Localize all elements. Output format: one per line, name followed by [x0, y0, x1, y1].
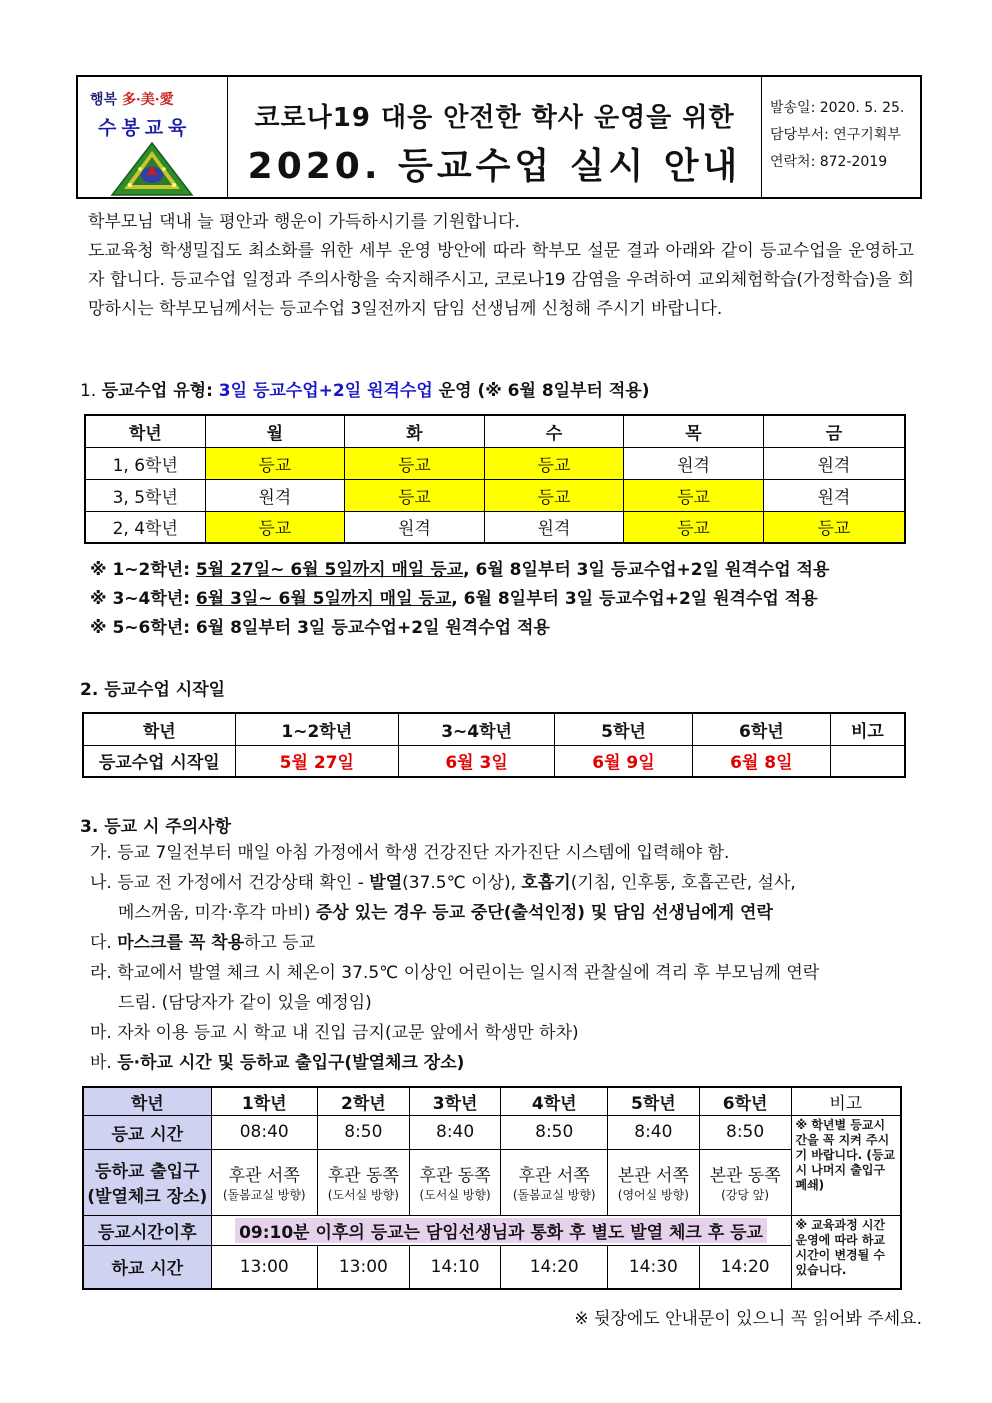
caution-bold: 호흡기 — [521, 873, 571, 893]
caution-bold: 마스크를 꼭 착용 — [117, 933, 245, 953]
table-header: 5학년 — [607, 1087, 699, 1115]
table-row — [83, 1245, 901, 1289]
table-header: 월 — [205, 415, 345, 447]
gate-detail: (강당 앞) — [721, 1188, 770, 1202]
section3-heading: 3. 등교 시 주의사항 — [80, 817, 231, 837]
logo-school-name: 수봉교육 — [98, 117, 192, 139]
logo-slogan-hanja: 多·美·愛 — [121, 92, 174, 108]
section1-highlight: 3일 등교수업+2일 원격수업 — [218, 381, 433, 401]
remark-cell — [830, 745, 905, 777]
dismissal-time-cell: 14:20 — [699, 1245, 791, 1289]
section1-title: 등교수업 유형: — [101, 381, 219, 401]
gate-cell — [699, 1149, 791, 1215]
row-label: 등교수업 시작일 — [83, 745, 235, 777]
row-label: 하교 시간 — [83, 1245, 211, 1289]
table-header: 6학년 — [692, 713, 830, 745]
page-title: 2020. 등교수업 실시 안내 — [247, 146, 742, 187]
day-cell: 등교 — [345, 479, 485, 511]
section1-number: 1. — [80, 381, 102, 401]
gate-name: 후관 서쪽 — [518, 1166, 590, 1186]
arrival-time-cell: 8:40 — [409, 1115, 501, 1149]
intro-body: 도교육청 학생밀집도 최소화를 위한 세부 운영 방안에 따라 학부모 설문 결과 아래와 같이 등교수업을 운영하고자 합니다. 등교수업 일정과 주의사항을 숙지해주시고, 코로나19 감염을 우려하여 교외체험학습(가정학습)을 희망하시는 학부모님께서는 등교수업 3일전까지 담임 선생님께 신청해 주시기 바랍니다. — [88, 241, 914, 319]
section1-after: 운영 — [432, 381, 478, 401]
grade-note — [90, 585, 829, 614]
arrival-time-cell: 8:40 — [607, 1115, 699, 1149]
row-label-line: 등하교 출입구 — [95, 1162, 200, 1182]
logo-slogan — [90, 89, 174, 109]
title-block — [228, 77, 762, 197]
caution-text: 다. — [90, 933, 118, 953]
gate-cell — [409, 1149, 501, 1215]
caution-item: 라. 학교에서 발열 체크 시 체온이 37.5℃ 이상인 어린이는 일시적 관찰실에 격리 후 부모님께 연락 — [90, 963, 820, 983]
caution-bold: 증상 있는 경우 등교 중단(출석인정) 및 담임 선생님에게 연락 — [315, 903, 773, 923]
gate-cell — [607, 1149, 699, 1215]
title-subtitle: 코로나19 대응 안전한 학사 운영을 위한 — [254, 103, 735, 133]
table-header-row — [83, 1087, 901, 1115]
gate-name: 후관 동쪽 — [419, 1166, 491, 1186]
grade-cell: 1, 6학년 — [85, 447, 205, 479]
row-label-line: (발열체크 장소) — [87, 1187, 208, 1207]
day-cell: 등교 — [345, 447, 485, 479]
start-date-table — [82, 712, 906, 778]
row-label: 등교시간이후 — [83, 1215, 211, 1245]
table-row — [85, 447, 905, 479]
dismissal-time-cell: 13:00 — [317, 1245, 409, 1289]
day-cell: 원격 — [345, 511, 485, 543]
dismissal-time-cell: 13:00 — [211, 1245, 317, 1289]
arrival-time-cell: 08:40 — [211, 1115, 317, 1149]
table-row — [83, 1149, 901, 1215]
table-header: 4학년 — [501, 1087, 607, 1115]
start-date-cell: 6월 9일 — [555, 745, 693, 777]
dismissal-time-cell: 14:10 — [409, 1245, 501, 1289]
late-arrival-text: 09:10분 이후의 등교는 담임선생님과 통화 후 별도 발열 체크 후 등교 — [235, 1218, 767, 1243]
table-header: 금 — [763, 415, 905, 447]
caution-item-continued — [90, 898, 922, 928]
caution-item — [90, 1048, 922, 1078]
start-date-cell: 5월 27일 — [235, 745, 399, 777]
section1-heading — [80, 376, 649, 401]
grade-note — [90, 556, 829, 585]
gate-detail: (영어실 방향) — [617, 1188, 689, 1202]
gate-name: 본관 서쪽 — [617, 1166, 689, 1186]
table-header: 3학년 — [409, 1087, 501, 1115]
note-underlined: 5월 27일~ 6월 5일까지 매일 등교 — [195, 560, 464, 580]
dismissal-time-cell: 14:30 — [607, 1245, 699, 1289]
caution-text: 하고 등교 — [244, 933, 316, 953]
caution-text: 메스꺼움, 미각·후각 마비) — [118, 903, 316, 923]
table-header: 비고 — [830, 713, 905, 745]
day-cell: 등교 — [624, 511, 764, 543]
weekly-schedule-table — [84, 414, 906, 544]
arrival-time-cell: 8:50 — [501, 1115, 607, 1149]
table-header: 비고 — [791, 1087, 901, 1115]
table-row — [85, 511, 905, 543]
note-prefix: ※ 1~2학년: — [90, 560, 196, 580]
caution-text: 바. — [90, 1053, 118, 1073]
gate-cell — [501, 1149, 607, 1215]
start-date-cell: 6월 8일 — [692, 745, 830, 777]
school-logo — [78, 77, 228, 197]
arrival-time-cell: 8:50 — [317, 1115, 409, 1149]
table-row — [83, 745, 905, 777]
table-header: 2학년 — [317, 1087, 409, 1115]
section2-heading: 2. 등교수업 시작일 — [80, 680, 226, 700]
caution-text: (37.5℃ 이상), — [402, 873, 522, 893]
caution-text: 나. 등교 전 가정에서 건강상태 확인 - — [90, 873, 370, 893]
note-prefix: ※ 5~6학년: — [90, 618, 196, 638]
day-cell: 등교 — [484, 447, 624, 479]
table-header-row — [83, 713, 905, 745]
gate-detail: (도서실 방향) — [419, 1188, 491, 1202]
day-cell: 원격 — [624, 447, 764, 479]
grade-cell: 3, 5학년 — [85, 479, 205, 511]
day-cell: 등교 — [484, 479, 624, 511]
note-rest: 6월 8일부터 3일 등교수업+2일 원격수업 적용 — [195, 618, 550, 638]
gate-detail: (돌봄교실 방향) — [222, 1188, 306, 1202]
table-header: 학년 — [85, 415, 205, 447]
table-header: 화 — [345, 415, 485, 447]
header-box — [76, 75, 922, 199]
issue-info — [762, 77, 920, 197]
grade-cell: 2, 4학년 — [85, 511, 205, 543]
table-header: 수 — [484, 415, 624, 447]
note-prefix: ※ 3~4학년: — [90, 589, 196, 609]
section1-note: (※ 6월 8일부터 적용) — [477, 381, 650, 401]
issue-contact: 연락처: 872-2019 — [770, 154, 888, 170]
intro-paragraph — [80, 208, 914, 324]
remark-note: ※ 교육과정 시간 운영에 따라 하교시간이 변경될 수 있습니다. — [791, 1215, 901, 1289]
table-header-row — [85, 415, 905, 447]
table-header: 5학년 — [555, 713, 693, 745]
intro-greeting: 학부모님 댁내 늘 평안과 행운이 가득하시기를 기원합니다. — [88, 212, 520, 232]
grade-note — [90, 614, 829, 643]
grade-notes — [90, 556, 829, 643]
gate-name: 본관 동쪽 — [709, 1166, 781, 1186]
table-header: 1~2학년 — [235, 713, 399, 745]
table-row — [83, 1115, 901, 1149]
caution-item — [90, 868, 922, 898]
day-cell: 등교 — [205, 447, 345, 479]
gate-name: 후관 서쪽 — [228, 1166, 300, 1186]
gate-detail: (돌봄교실 방향) — [512, 1188, 596, 1202]
day-cell: 원격 — [484, 511, 624, 543]
row-label — [83, 1149, 211, 1215]
start-date-cell: 6월 3일 — [399, 745, 555, 777]
table-row — [85, 479, 905, 511]
footer-note: ※ 뒷장에도 안내문이 있으니 꼭 읽어봐 주세요. — [574, 1309, 922, 1329]
day-cell: 등교 — [763, 511, 905, 543]
note-rest: , 6월 8일부터 3일 등교수업+2일 원격수업 적용 — [463, 560, 830, 580]
row-label: 등교 시간 — [83, 1115, 211, 1149]
school-emblem-icon — [110, 141, 194, 197]
day-cell: 원격 — [763, 479, 905, 511]
table-header: 6학년 — [699, 1087, 791, 1115]
table-header: 학년 — [83, 1087, 211, 1115]
gate-cell — [317, 1149, 409, 1215]
day-cell: 원격 — [763, 447, 905, 479]
issue-date: 발송일: 2020. 5. 25. — [770, 100, 905, 116]
table-header: 3~4학년 — [399, 713, 555, 745]
arrival-time-cell: 8:50 — [699, 1115, 791, 1149]
note-rest: , 6월 8일부터 3일 등교수업+2일 원격수업 적용 — [451, 589, 818, 609]
gate-detail: (도서실 방향) — [327, 1188, 399, 1202]
table-row — [83, 1215, 901, 1245]
remark-note: ※ 학년별 등교시간을 꼭 지켜 주시기 바랍니다. (등교 시 나머지 출입구폐쇄) — [791, 1115, 901, 1215]
table-header: 학년 — [83, 713, 235, 745]
caution-bold: 등·하교 시간 및 등하교 출입구(발열체크 장소) — [117, 1053, 465, 1073]
caution-text: (기침, 인후통, 호흡곤란, 설사, — [570, 873, 796, 893]
dismissal-time-cell: 14:20 — [501, 1245, 607, 1289]
gate-cell — [211, 1149, 317, 1215]
note-underlined: 6월 3일~ 6월 5일까지 매일 등교 — [195, 589, 452, 609]
caution-item-continued: 드림. (담당자가 같이 있을 예정임) — [118, 993, 372, 1013]
day-cell: 등교 — [624, 479, 764, 511]
day-cell: 원격 — [205, 479, 345, 511]
issue-department: 담당부서: 연구기획부 — [770, 127, 901, 143]
caution-item — [90, 928, 922, 958]
caution-list — [90, 838, 922, 1078]
table-header: 목 — [624, 415, 764, 447]
caution-item: 가. 등교 7일전부터 매일 아침 가정에서 학생 건강진단 자가진단 시스템에 입력해야 함. — [90, 843, 730, 863]
day-cell: 등교 — [205, 511, 345, 543]
late-arrival-cell — [211, 1215, 791, 1245]
caution-bold: 발열 — [369, 873, 403, 893]
caution-item: 마. 자차 이용 등교 시 학교 내 진입 금지(교문 앞에서 학생만 하차) — [90, 1023, 579, 1043]
logo-slogan-happiness: 행복 — [90, 92, 118, 108]
table-header: 1학년 — [211, 1087, 317, 1115]
gate-name: 후관 동쪽 — [327, 1166, 399, 1186]
arrival-dismissal-table — [82, 1086, 902, 1290]
